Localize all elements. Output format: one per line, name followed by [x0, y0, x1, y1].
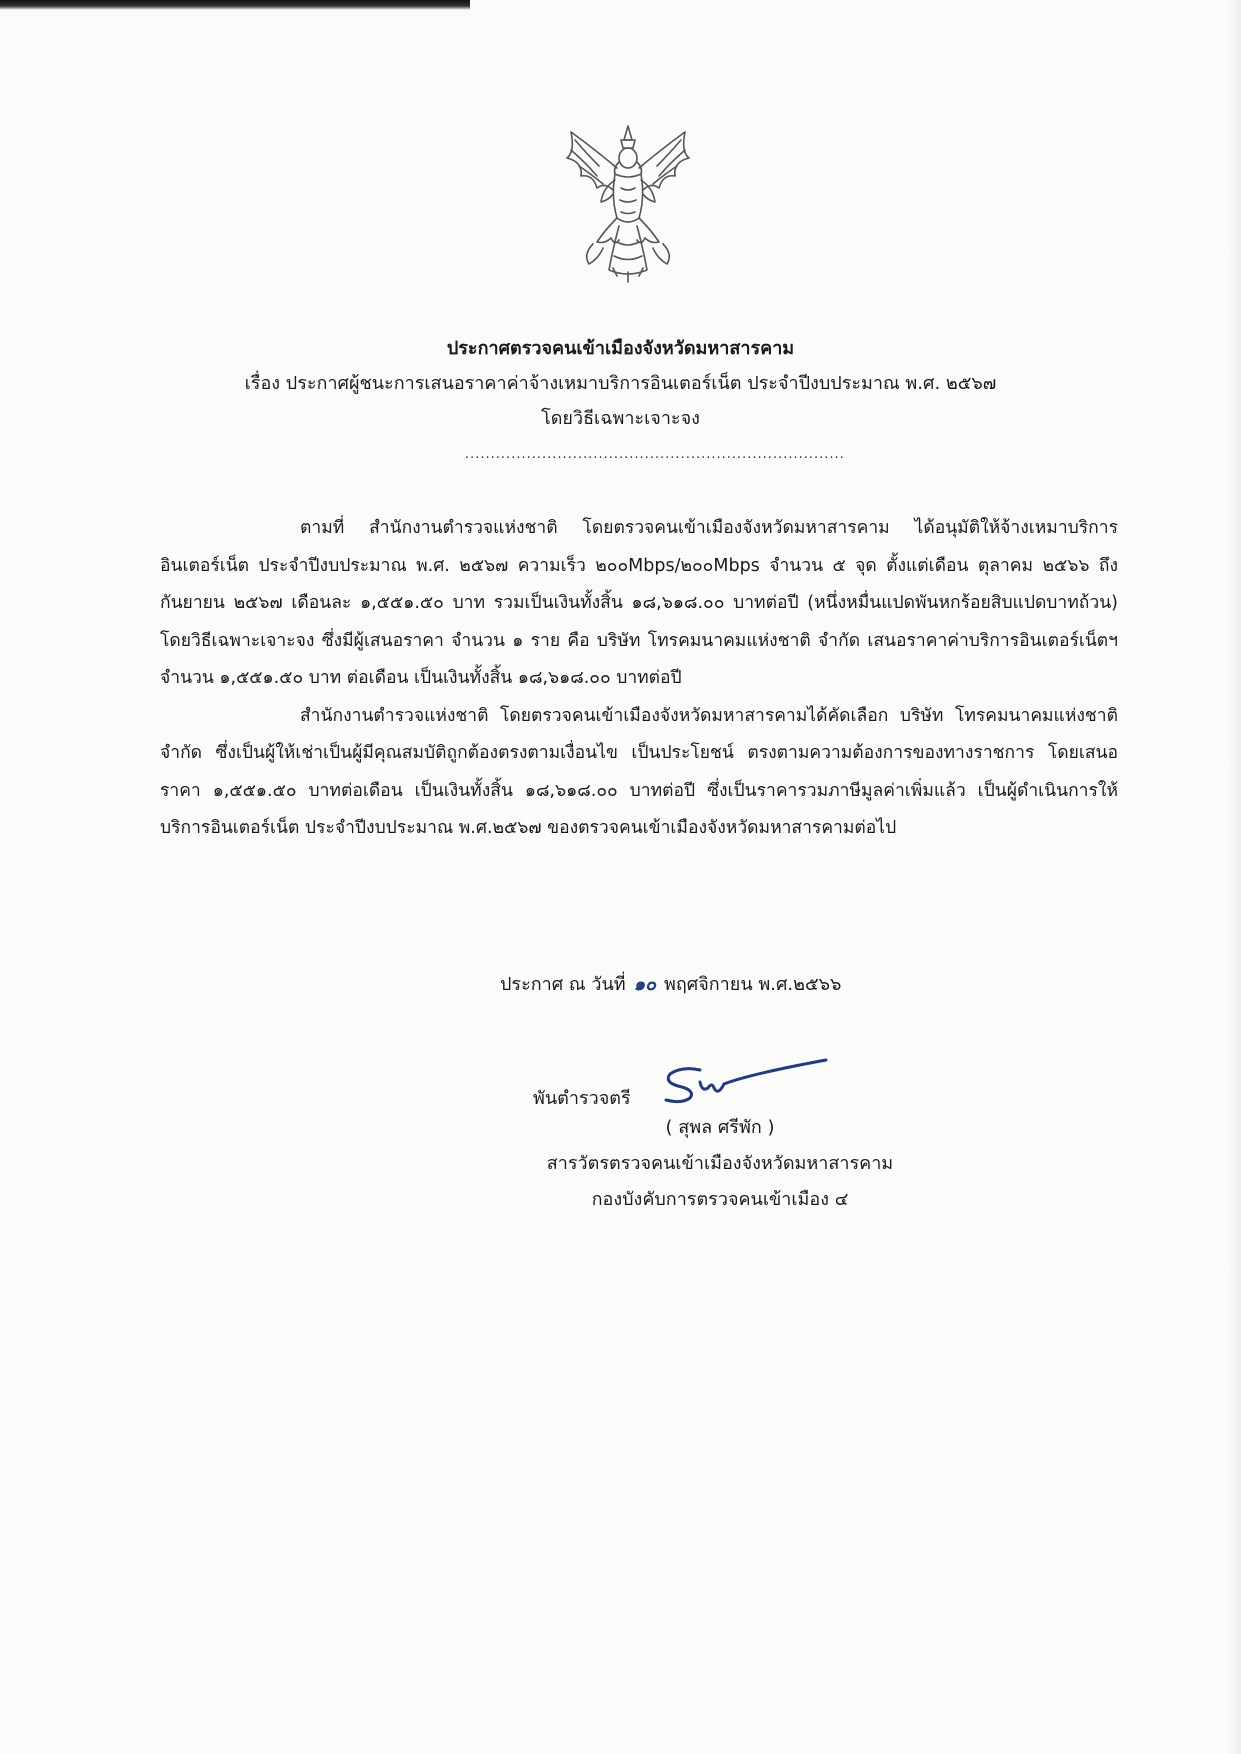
signatory-name: ( สุพล ศรีพัก ) — [665, 1117, 775, 1138]
date-day-handwritten: ๑๐ — [633, 974, 657, 995]
date-prefix: ประกาศ ณ วันที่ — [500, 974, 626, 995]
document-header — [140, 332, 1101, 436]
separator-line: .......................................................................... — [465, 447, 845, 462]
announcement-date — [500, 968, 841, 1002]
paragraph-approval: ตามที่ สำนักงานตำรวจแห่งชาติ โดยตรวจคนเข้าเมืองจังหวัดมหาสารคาม ได้อนุมัติให้จ้างเหมาบริการอินเตอร์เน็ต ประจำปีงบประมาณ พ.ศ. ๒๕๖๗ ความเร็ว ๒๐๐Mbps/๒๐๐Mbps จำนวน ๕ จุด ตั้งแต่เดือน ตุลาคม ๒๕๖๖ ถึง กันยายน ๒๕๖๗ เดือนละ ๑,๕๕๑.๕๐ บาท รวมเป็นเงินทั้งสิ้น ๑๘,๖๑๘.๐๐ บาทต่อปี (หนึ่งหมื่นแปดพันหกร้อยสิบแปดบาทถ้วน) โดยวิธีเฉพาะเจาะจง ซึ่งมีผู้เสนอราคา จำนวน ๑ ราย คือ บริษัท โทรคมนาคมแห่งชาติ จำกัด เสนอราคาค่าบริการอินเตอร์เน็ตฯ จำนวน ๑,๕๕๑.๕๐ บาท ต่อเดือน เป็นเงินทั้งสิ้น ๑๘,๖๑๘.๐๐ บาทต่อปี — [160, 518, 1118, 688]
scan-edge-shadow — [0, 0, 470, 10]
garuda-emblem-icon — [553, 118, 703, 286]
scan-side-shadow — [1227, 0, 1241, 1754]
date-month-year: พฤศจิกายน พ.ศ.๒๕๖๖ — [664, 974, 842, 995]
signatory-position: สารวัตรตรวจคนเข้าเมืองจังหวัดมหาสารคาม — [546, 1153, 894, 1174]
signatory-division: กองบังคับการตรวจคนเข้าเมือง ๔ — [591, 1189, 849, 1210]
signatory-rank: พันตำรวจตรี — [533, 1088, 631, 1109]
announcement-subject: เรื่อง ประกาศผู้ชนะการเสนอราคาค่าจ้างเหมาบริการอินเตอร์เน็ต ประจำปีงบประมาณ พ.ศ. ๒๕๖๗ — [244, 373, 997, 394]
announcement-body — [160, 510, 1118, 848]
procurement-method: โดยวิธีเฉพาะเจาะจง — [541, 408, 700, 429]
paragraph-selection: สำนักงานตำรวจแห่งชาติ โดยตรวจคนเข้าเมืองจังหวัดมหาสารคามได้คัดเลือก บริษัท โทรคมนาคมแห่งชาติ จำกัด ซึ่งเป็นผู้ให้เช่าเป็นผู้มีคุณสมบัติถูกต้องตรงตามเงื่อนไข เป็นประโยชน์ ตรงตามความต้องการของทางราชการ โดยเสนอราคา ๑,๕๕๑.๕๐ บาทต่อเดือน เป็นเงินทั้งสิ้น ๑๘,๖๑๘.๐๐ บาทต่อปี ซึ่งเป็นราคารวมภาษีมูลค่าเพิ่มแล้ว เป็นผู้ดำเนินการให้บริการอินเตอร์เน็ต ประจำปีงบประมาณ พ.ศ.๒๕๖๗ ของตรวจคนเข้าเมืองจังหวัดมหาสารคามต่อไป — [160, 705, 1118, 838]
signature-block — [470, 1110, 970, 1218]
handwritten-signature — [660, 1052, 830, 1112]
announcement-title: ประกาศตรวจคนเข้าเมืองจังหวัดมหาสารคาม — [446, 338, 795, 359]
